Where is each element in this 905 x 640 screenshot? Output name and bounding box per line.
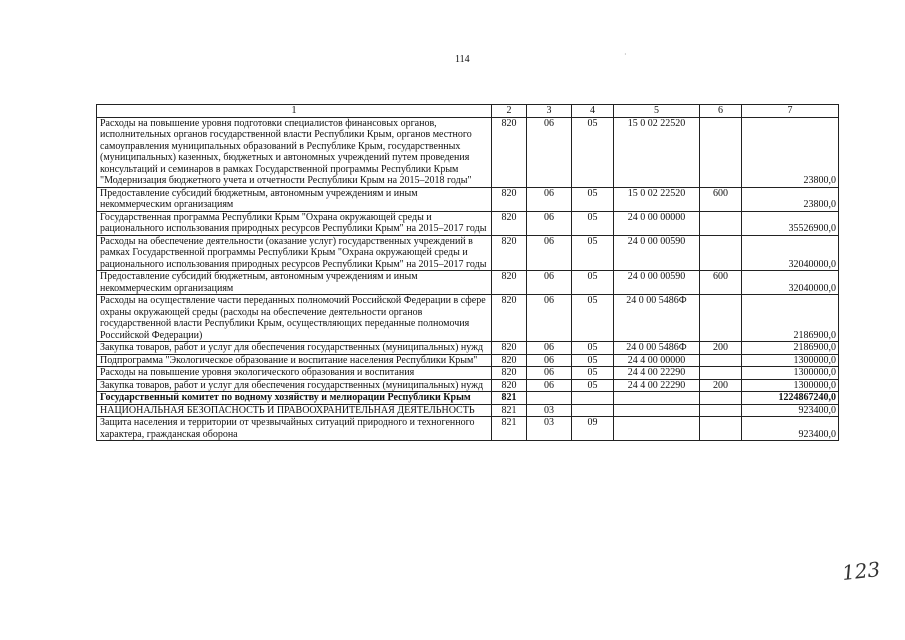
col-header: 4: [572, 105, 614, 118]
table-row: [97, 211, 839, 235]
table-row: [97, 271, 839, 295]
row-code-subsection: 05: [572, 271, 614, 295]
row-description: Расходы на повышение уровня экологического образования и воспитания: [97, 367, 492, 380]
row-code-ministry: 820: [492, 187, 527, 211]
row-amount: 1224867240,0: [742, 392, 839, 405]
row-code-ministry: 820: [492, 342, 527, 355]
row-code-target: 24 0 00 5486Ф: [614, 342, 700, 355]
row-amount: 35526900,0: [742, 211, 839, 235]
row-code-section: 06: [527, 187, 572, 211]
table-header-row: [97, 105, 839, 118]
row-code-subsection: 05: [572, 211, 614, 235]
row-code-subsection: 05: [572, 295, 614, 342]
col-header: 1: [97, 105, 492, 118]
row-description: НАЦИОНАЛЬНАЯ БЕЗОПАСНОСТЬ И ПРАВООХРАНИТЕЛЬНАЯ ДЕЯТЕЛЬНОСТЬ: [97, 404, 492, 417]
row-code-ministry: 820: [492, 354, 527, 367]
row-amount: 1300000,0: [742, 354, 839, 367]
row-amount: 32040000,0: [742, 271, 839, 295]
col-header: 3: [527, 105, 572, 118]
row-code-ministry: 820: [492, 117, 527, 187]
row-code-target: [614, 417, 700, 441]
row-amount: 1300000,0: [742, 367, 839, 380]
row-code-section: 06: [527, 379, 572, 392]
page-number: 114: [455, 54, 470, 65]
row-description: Подпрограмма "Экологическое образование и воспитание населения Республики Крым": [97, 354, 492, 367]
row-code-subsection: 05: [572, 342, 614, 355]
row-code-expense-type: [700, 295, 742, 342]
row-code-ministry: 820: [492, 295, 527, 342]
row-code-expense-type: [700, 354, 742, 367]
table-row: [97, 235, 839, 271]
row-code-expense-type: 200: [700, 379, 742, 392]
row-code-section: 06: [527, 367, 572, 380]
row-description: Предоставление субсидий бюджетным, автономным учреждениям и иным некоммерческим организациям: [97, 271, 492, 295]
row-amount: 23800,0: [742, 187, 839, 211]
table-row: [97, 354, 839, 367]
row-code-target: 24 4 00 22290: [614, 379, 700, 392]
row-code-expense-type: [700, 404, 742, 417]
table-row: [97, 367, 839, 380]
row-code-subsection: 05: [572, 117, 614, 187]
row-description: Расходы на обеспечение деятельности (оказание услуг) государственных учреждений в рамках Государственной программы Республики Крым "Охрана окружающей среды и рационального использования природных ресурсов Республики Крым" на 2015–2017 годы: [97, 235, 492, 271]
row-code-expense-type: [700, 117, 742, 187]
row-description: Государственная программа Республики Крым "Охрана окружающей среды и рационального использования природных ресурсов Республики Крым" на 2015–2017 годы: [97, 211, 492, 235]
row-description: Государственный комитет по водному хозяйству и мелиорации Республики Крым: [97, 392, 492, 405]
col-header: 6: [700, 105, 742, 118]
budget-table: [96, 104, 839, 441]
row-code-target: 15 0 02 22520: [614, 117, 700, 187]
row-code-target: 15 0 02 22520: [614, 187, 700, 211]
row-code-ministry: 820: [492, 271, 527, 295]
row-code-section: 06: [527, 235, 572, 271]
row-code-section: 03: [527, 404, 572, 417]
row-code-subsection: 09: [572, 417, 614, 441]
table-row: [97, 417, 839, 441]
row-code-subsection: 05: [572, 235, 614, 271]
row-code-section: [527, 392, 572, 405]
row-description: Закупка товаров, работ и услуг для обеспечения государственных (муниципальных) нужд: [97, 342, 492, 355]
row-code-ministry: 820: [492, 367, 527, 380]
handwritten-page-number: 123: [840, 557, 882, 585]
row-code-expense-type: 200: [700, 342, 742, 355]
row-code-target: [614, 392, 700, 405]
row-code-subsection: 05: [572, 379, 614, 392]
row-code-section: 06: [527, 295, 572, 342]
row-amount: 23800,0: [742, 117, 839, 187]
row-code-target: [614, 404, 700, 417]
row-code-ministry: 820: [492, 235, 527, 271]
col-header: 2: [492, 105, 527, 118]
col-header: 7: [742, 105, 839, 118]
row-code-expense-type: [700, 211, 742, 235]
row-code-subsection: 05: [572, 367, 614, 380]
row-code-expense-type: [700, 367, 742, 380]
row-code-ministry: 821: [492, 404, 527, 417]
table-row: [97, 117, 839, 187]
row-code-section: 06: [527, 342, 572, 355]
row-amount: 923400,0: [742, 404, 839, 417]
row-code-expense-type: 600: [700, 187, 742, 211]
row-amount: 2186900,0: [742, 295, 839, 342]
row-code-target: 24 0 00 00590: [614, 271, 700, 295]
row-code-section: 06: [527, 354, 572, 367]
row-code-target: 24 0 00 00000: [614, 211, 700, 235]
row-code-expense-type: 600: [700, 271, 742, 295]
row-code-expense-type: [700, 235, 742, 271]
row-code-target: 24 4 00 00000: [614, 354, 700, 367]
row-code-ministry: 820: [492, 211, 527, 235]
table-row: [97, 187, 839, 211]
col-header: 5: [614, 105, 700, 118]
row-code-ministry: 821: [492, 417, 527, 441]
row-code-ministry: 820: [492, 379, 527, 392]
row-code-section: 06: [527, 211, 572, 235]
row-code-target: 24 0 00 00590: [614, 235, 700, 271]
row-amount: 32040000,0: [742, 235, 839, 271]
row-description: Предоставление субсидий бюджетным, автономным учреждениям и иным некоммерческим организациям: [97, 187, 492, 211]
row-code-section: 06: [527, 271, 572, 295]
row-description: Расходы на повышение уровня подготовки специалистов финансовых органов, исполнительных органов государственной власти Республики Крым, органов местного самоуправления муниципальных образований в Республике Крым, государственных (муниципальных) казенных, бюджетных и автономных учреждений путем проведения консультаций и семинаров в рамках Государственной программы Республики Крым "Модернизация бюджетного учета и отчетности Республики Крым на 2015–2018 годы": [97, 117, 492, 187]
row-code-subsection: [572, 392, 614, 405]
row-amount: 923400,0: [742, 417, 839, 441]
row-code-subsection: 05: [572, 187, 614, 211]
row-description: Закупка товаров, работ и услуг для обеспечения государственных (муниципальных) нужд: [97, 379, 492, 392]
row-description: Расходы на осуществление части переданных полномочий Российской Федерации в сфере охраны окружающей среды (расходы на обеспечение деятельности органов государственной власти Республики Крым, осуществляющих переданные полномочия Российской Федерации): [97, 295, 492, 342]
row-code-expense-type: [700, 392, 742, 405]
row-code-subsection: 05: [572, 354, 614, 367]
row-code-section: 06: [527, 117, 572, 187]
row-code-expense-type: [700, 417, 742, 441]
scan-artifact: ·: [624, 50, 627, 59]
table-row: [97, 342, 839, 355]
table-row: [97, 404, 839, 417]
row-code-target: 24 4 00 22290: [614, 367, 700, 380]
table-row: [97, 295, 839, 342]
row-amount: 2186900,0: [742, 342, 839, 355]
row-code-section: 03: [527, 417, 572, 441]
table-row: [97, 379, 839, 392]
row-code-subsection: [572, 404, 614, 417]
row-description: Защита населения и территории от чрезвычайных ситуаций природного и техногенного характера, гражданская оборона: [97, 417, 492, 441]
table-row: [97, 392, 839, 405]
row-code-target: 24 0 00 5486Ф: [614, 295, 700, 342]
row-code-ministry: 821: [492, 392, 527, 405]
row-amount: 1300000,0: [742, 379, 839, 392]
